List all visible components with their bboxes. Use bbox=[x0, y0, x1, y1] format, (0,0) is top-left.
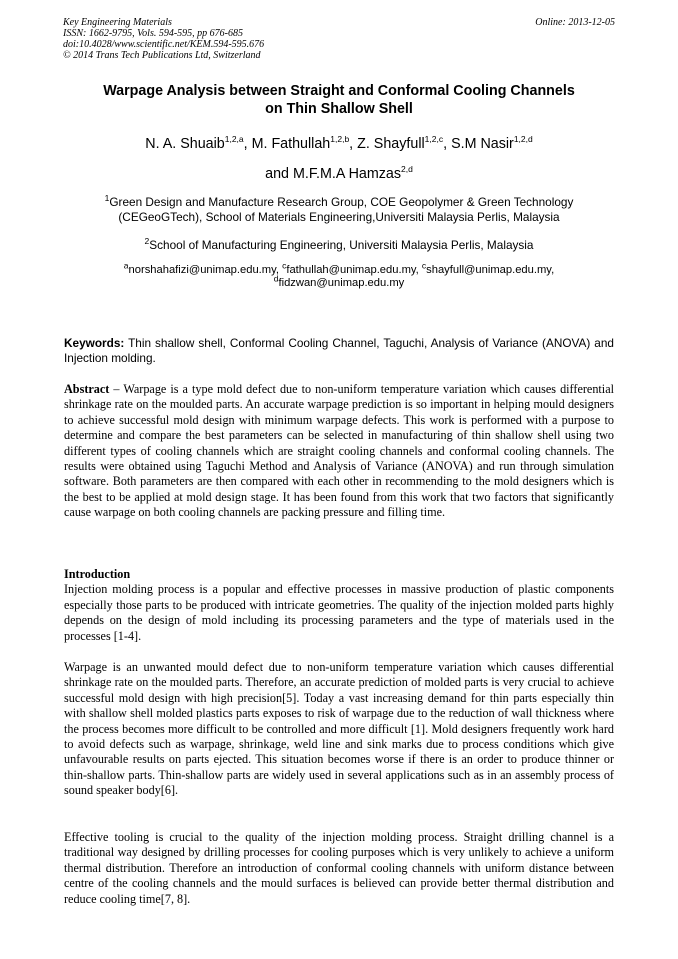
affiliation-2: $^2$School of Manufacturing Engineering, Universiti Malaysia Perlis, Malaysia bbox=[144, 236, 534, 252]
author-emails: $^a$norshahafizi@unimap.edu.my, $^c$fathullah@unimap.edu.my, $^c$shayfull@unimap.edu.my, $^d$fidzwan@unimap.edu.my bbox=[123, 260, 555, 289]
email-link[interactable]: shayfull@unimap.edu.my bbox=[426, 264, 552, 276]
author-line-2 bbox=[20, 159, 658, 189]
author-line-1: N. A. Shuaib$^{1,2,a}$, M. Fathullah$^{1,2,b}$, Z. Shayfull$^{1,2,c}$, S.M Nasir$^{1,2,d}$ bbox=[145, 134, 533, 152]
email-link[interactable]: norshahafizi@unimap.edu.my bbox=[128, 264, 276, 276]
abstract bbox=[64, 382, 614, 521]
abstract-label: Abstract bbox=[64, 382, 110, 396]
email-link[interactable]: fathullah@unimap.edu.my bbox=[286, 264, 416, 276]
author-sup: 1,2,b bbox=[330, 134, 350, 145]
paragraph: Warpage is an unwanted mould defect due to non-uniform temperature variation which causes differential shrinkage rate on the moulded parts. Therefore, an accurate prediction of molded parts is very crucial to achieve successful mold design with high precision[5]. Today a vast increasing demand for thin parts especially thin with shallow shell molded plastics parts exposes to risk of warpage due to the reduction of wall thickness where the process becomes more difficult to be controlled and more difficult [1]. Mold designers frequently work hard to avoid defects such as warpage, shrinkage, weld line and sink marks due to process conditions which give unfavourable results on parts ejected. This situation becomes worse if there is an order to produce thinner or thin-shallow parts. Thin-shallow parts are widely used in several applications such as in an assembly process of sound speaker body[6]. bbox=[64, 660, 614, 798]
paragraph: Effective tooling is crucial to the quality of the injection molding process. Straight drilling channel is a traditional way designed by drilling processes for cooling purposes which is very unlikely to achieve a uniform thermal distribution. Therefore an introduction of conformal cooling channels with uniform distance between centre of the cooling channels and the mould surfaces is believed can provide better thermal distribution and reduce cooling time[7, 8]. bbox=[64, 830, 614, 906]
paper-title bbox=[40, 82, 638, 118]
affiliation-sup: 1 bbox=[104, 193, 110, 204]
author-name: S.M Nasir bbox=[451, 136, 514, 152]
paragraph: Injection molding process is a popular and effective processes in massive production of plastic components especially those parts to be produced with intricate geometries. The quality of the injection molded parts highly depends on the design of mold including its processing parameters and the type of materials used in the processes [1-4]. bbox=[64, 582, 614, 643]
keywords-text: Thin shallow shell, Conformal Cooling Channel, Taguchi, Analysis of Variance (ANOVA) and Injection molding. bbox=[64, 336, 614, 365]
author-name: N. A. Shuaib bbox=[145, 136, 225, 152]
journal-header bbox=[63, 17, 615, 61]
introduction-p3 bbox=[64, 830, 614, 907]
journal-copyright: © 2014 Trans Tech Publications Ltd, Switzerland bbox=[63, 50, 261, 61]
introduction-p1 bbox=[64, 567, 614, 644]
author-sup: 2,d bbox=[401, 164, 413, 175]
journal-issn: ISSN: 1662-9795, Vols. 594-595, pp 676-685 bbox=[63, 28, 243, 39]
affiliation-sup: 2 bbox=[144, 236, 150, 247]
author-list bbox=[20, 129, 658, 189]
author-sup: 1,2,d bbox=[513, 134, 533, 145]
email-link[interactable]: fidzwan@unimap.edu.my bbox=[278, 277, 405, 289]
keywords bbox=[64, 336, 614, 366]
keywords-label: Keywords: bbox=[64, 336, 125, 350]
journal-name: Key Engineering Materials bbox=[63, 17, 172, 28]
abstract-text: – Warpage is a type mold defect due to non-uniform temperature variation which causes differential shrinkage rate on the moulded parts. An accurate warpage prediction is so important in helping mould designers to achieve successful mold design with minimum warpage defects. This work is performed with a purpose to determine and compare the best parameters can be selected in manufacturing of thin shallow shell using two different types of cooling channels which are straight cooling channels and conformal cooling channels. The results were obtained using Taguchi Method and Analysis of Variance (ANOVA) and run through simulation software. Both parameters are then compared with each other in recommending to the mold designers which is the best to be applied at mold design stage. It has been found from this work that two factors that significantly cause warpage on both cooling channels are packing pressure and filling time. bbox=[64, 382, 614, 520]
author-sup: 1,2,a bbox=[224, 134, 244, 145]
title-line-1: Warpage Analysis between Straight and Conformal Cooling Channels bbox=[103, 83, 575, 99]
introduction-p2 bbox=[64, 660, 614, 799]
journal-doi: doi:10.4028/www.scientific.net/KEM.594-595.676 bbox=[63, 39, 265, 50]
author-name: and M.F.M.A Hamzas bbox=[265, 166, 402, 182]
author-sup: 1,2,c bbox=[424, 134, 444, 145]
online-date: Online: 2013-12-05 bbox=[535, 17, 615, 28]
title-line-2: on Thin Shallow Shell bbox=[265, 101, 413, 117]
section-heading: Introduction bbox=[64, 567, 131, 581]
affiliation-1: $^1$Green Design and Manufacture Research Group, COE Geopolymer & Green Technology (CEGeoGTech), School of Materials Engineering,Universiti Malaysia Perlis, Malaysia bbox=[104, 193, 574, 224]
author-name: M. Fathullah bbox=[251, 136, 331, 152]
author-name: Z. Shayfull bbox=[357, 136, 425, 152]
